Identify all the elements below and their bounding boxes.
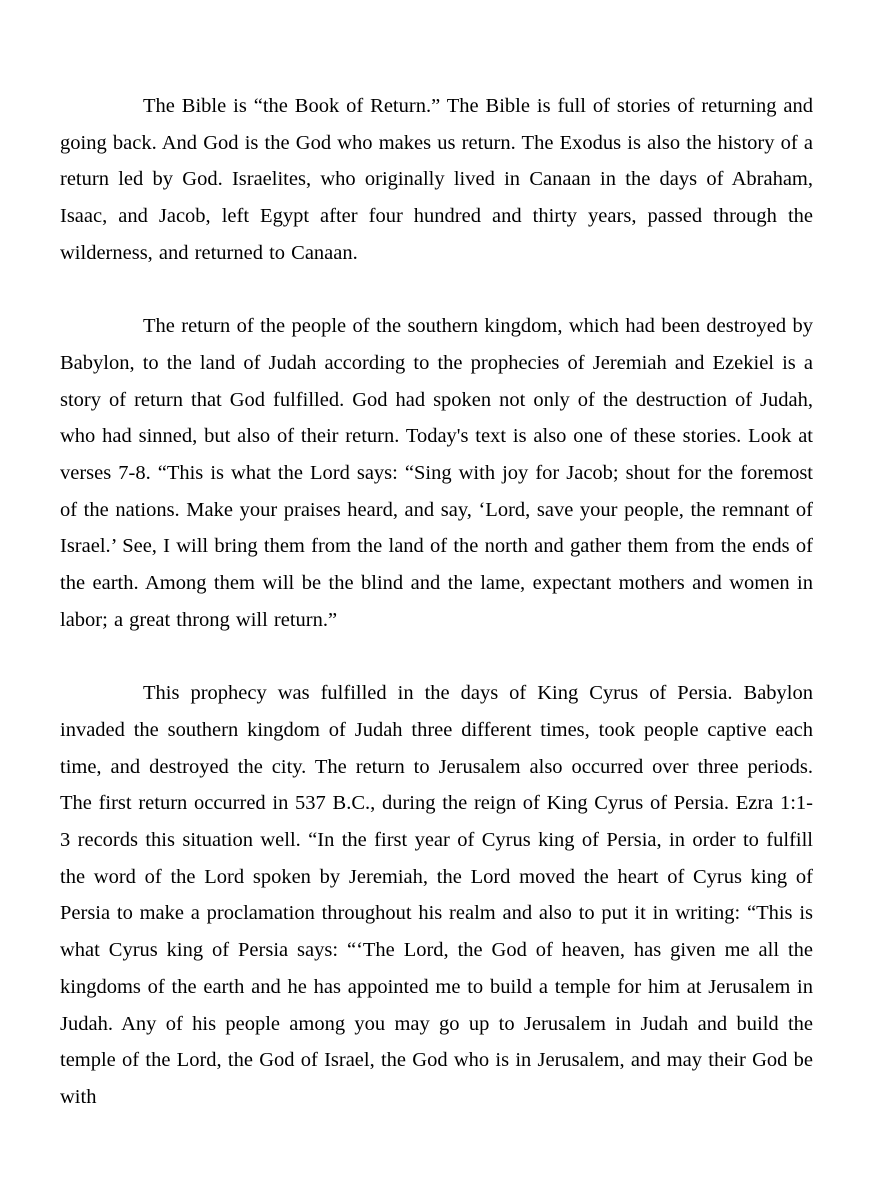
document-page: [60, 88, 813, 1116]
paragraph-southern-kingdom-return: The return of the people of the southern kingdom, which had been destroyed by Babylon, to the land of Judah according to the prophecies of Jeremiah and Ezekiel is a story of return that God fulfilled. God had spoken not only of the destruction of Judah, who had sinned, but also of their return. Today's text is also one of these stories. Look at verses 7-8. “This is what the Lord says: “Sing with joy for Jacob; shout for the foremost of the nations. Make your praises heard, and say, ‘Lord, save your people, the remnant of Israel.’ See, I will bring them from the land of the north and gather them from the ends of the earth. Among them will be the blind and the lame, expectant mothers and women in labor; a great throng will return.”: [60, 315, 813, 631]
paragraph-king-cyrus-prophecy: This prophecy was fulfilled in the days of King Cyrus of Persia. Babylon invaded the southern kingdom of Judah three different times, took people captive each time, and destroyed the city. The return to Jerusalem also occurred over three periods. The first return occurred in 537 B.C., during the reign of King Cyrus of Persia. Ezra 1:1-3 records this situation well. “In the first year of Cyrus king of Persia, in order to fulfill the word of the Lord spoken by Jeremiah, the Lord moved the heart of Cyrus king of Persia to make a proclamation throughout his realm and also to put it in writing: “This is what Cyrus king of Persia says: “‘The Lord, the God of heaven, has given me all the kingdoms of the earth and he has appointed me to build a temple for him at Jerusalem in Judah. Any of his people among you may go up to Jerusalem in Judah and build the temple of the Lord, the God of Israel, the God who is in Jerusalem, and may their God be with: [60, 682, 813, 1108]
paragraph-book-of-return: The Bible is “the Book of Return.” The Bible is full of stories of returning and going back. And God is the God who makes us return. The Exodus is also the history of a return led by God. Israelites, who originally lived in Canaan in the days of Abraham, Isaac, and Jacob, left Egypt after four hundred and thirty years, passed through the wilderness, and returned to Canaan.: [60, 95, 813, 264]
